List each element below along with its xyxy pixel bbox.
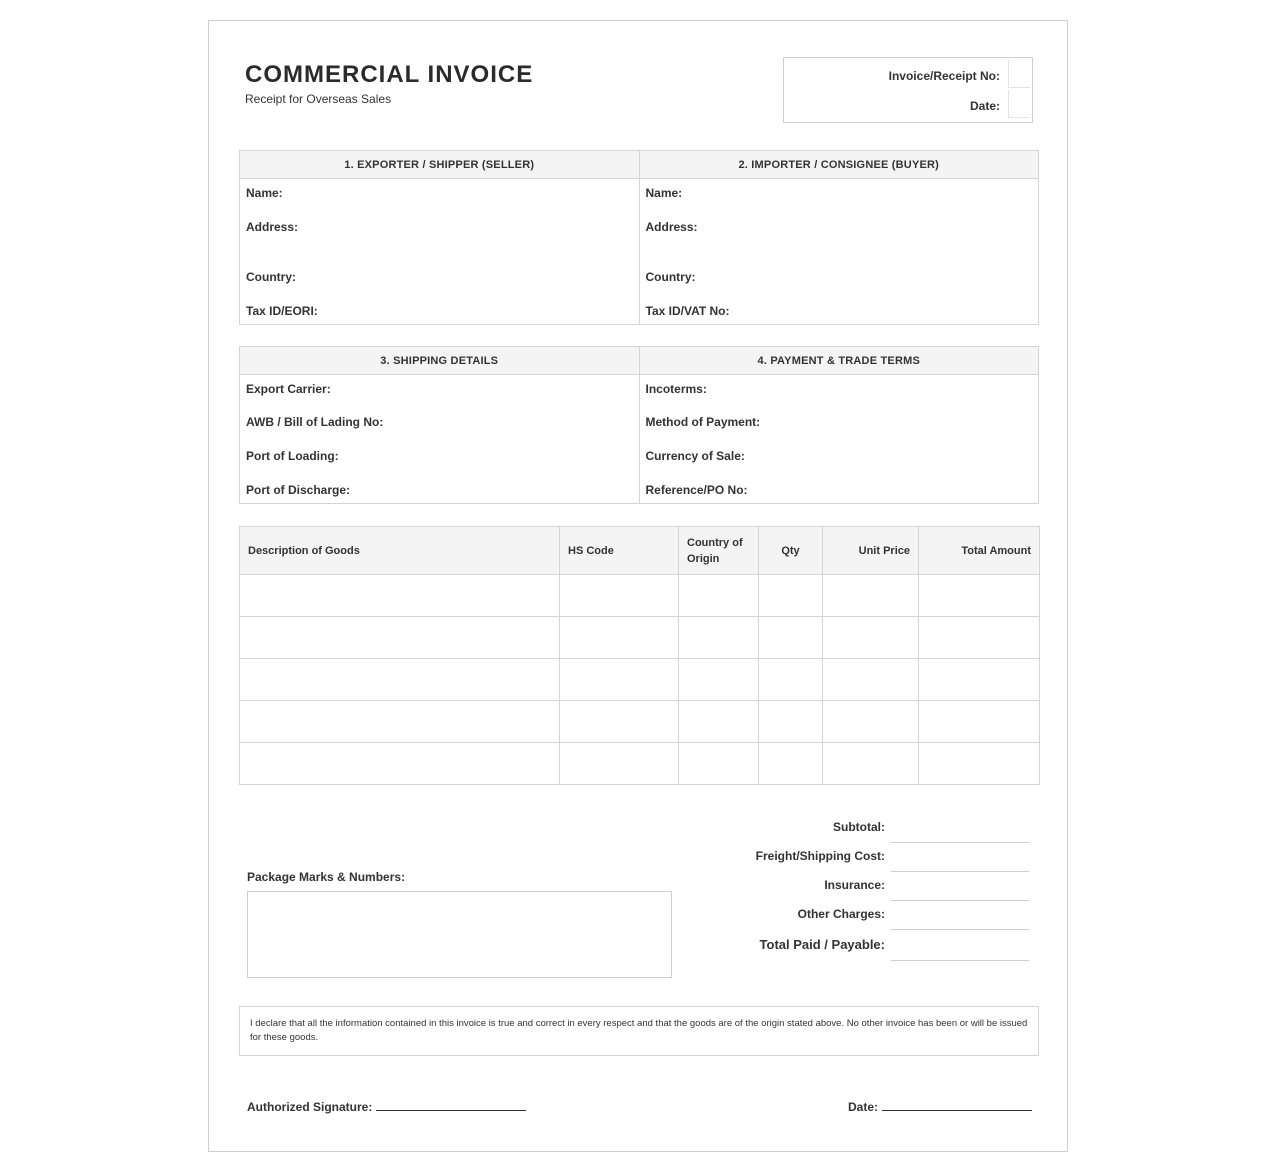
authorized-signature-label: Authorized Signature: — [247, 1100, 373, 1114]
export-carrier-field[interactable]: Export Carrier: — [246, 382, 331, 396]
importer-address-field[interactable]: Address: — [645, 220, 698, 234]
reference-field[interactable]: Reference/PO No: — [645, 483, 748, 497]
goods-cell[interactable] — [560, 659, 679, 701]
parties-table — [239, 150, 1039, 325]
goods-cell[interactable] — [919, 743, 1040, 785]
goods-cell[interactable] — [679, 575, 759, 617]
goods-cell[interactable] — [240, 659, 560, 701]
invoice-page — [208, 20, 1068, 1152]
invoice-date-label: Date: — [969, 99, 1000, 113]
freight-row — [729, 843, 1029, 872]
port-loading-field[interactable]: Port of Loading: — [246, 449, 339, 463]
goods-cell[interactable] — [560, 575, 679, 617]
port-discharge-field[interactable]: Port of Discharge: — [246, 483, 351, 497]
invoice-date-field[interactable] — [1008, 90, 1030, 118]
table-row — [240, 659, 1040, 701]
goods-cell[interactable] — [240, 617, 560, 659]
signature-date-line[interactable] — [882, 1099, 1032, 1111]
document-title: COMMERCIAL INVOICE — [245, 61, 534, 88]
goods-cell[interactable] — [919, 659, 1040, 701]
goods-cell[interactable] — [759, 617, 823, 659]
exporter-heading: 1. EXPORTER / SHIPPER (SELLER) — [240, 151, 640, 179]
total-payable-field[interactable] — [891, 960, 1029, 961]
signature-date-label: Date: — [848, 1100, 879, 1114]
goods-cell[interactable] — [823, 659, 919, 701]
package-marks-input[interactable] — [247, 891, 672, 978]
goods-cell[interactable] — [560, 617, 679, 659]
goods-cell[interactable] — [679, 617, 759, 659]
awb-field[interactable]: AWB / Bill of Lading No: — [246, 415, 384, 429]
total-payable-row — [729, 930, 1029, 959]
goods-cell[interactable] — [679, 743, 759, 785]
goods-cell[interactable] — [919, 575, 1040, 617]
col-qty: Qty — [759, 527, 823, 575]
goods-cell[interactable] — [823, 701, 919, 743]
goods-cell[interactable] — [240, 701, 560, 743]
insurance-label: Insurance: — [824, 878, 885, 892]
currency-field[interactable]: Currency of Sale: — [645, 449, 745, 463]
freight-label: Freight/Shipping Cost: — [755, 849, 885, 863]
goods-table — [239, 526, 1040, 785]
exporter-address-field[interactable]: Address: — [246, 220, 299, 234]
table-row — [240, 575, 1040, 617]
payment-heading: 4. PAYMENT & TRADE TERMS — [639, 347, 1039, 375]
col-hs-code: HS Code — [560, 527, 679, 575]
exporter-name-field[interactable]: Name: — [246, 186, 283, 200]
goods-cell[interactable] — [759, 743, 823, 785]
exporter-tax-field[interactable]: Tax ID/EORI: — [246, 304, 318, 318]
importer-heading: 2. IMPORTER / CONSIGNEE (BUYER) — [639, 151, 1039, 179]
signature-date-block — [848, 1099, 1032, 1114]
col-country-origin: Country of Origin — [679, 527, 759, 575]
goods-cell[interactable] — [679, 701, 759, 743]
goods-cell[interactable] — [823, 575, 919, 617]
importer-country-field[interactable]: Country: — [645, 270, 696, 284]
goods-cell[interactable] — [679, 659, 759, 701]
goods-cell[interactable] — [823, 743, 919, 785]
importer-name-field[interactable]: Name: — [645, 186, 683, 200]
importer-tax-field[interactable]: Tax ID/VAT No: — [645, 304, 730, 318]
col-unit-price: Unit Price — [823, 527, 919, 575]
declaration-text: I declare that all the information contained in this invoice is true and correct in every respect and that the goods are of the origin stated above. No other invoice has been or will be issued for these goods. — [239, 1006, 1039, 1056]
package-marks-label: Package Marks & Numbers: — [247, 870, 406, 884]
table-row — [240, 617, 1040, 659]
totals-block — [729, 814, 1029, 959]
goods-cell[interactable] — [560, 701, 679, 743]
authorized-signature-line[interactable] — [376, 1099, 526, 1111]
incoterms-field[interactable]: Incoterms: — [645, 382, 707, 396]
goods-header-row — [240, 527, 1040, 575]
col-total-amount: Total Amount — [919, 527, 1040, 575]
total-payable-label: Total Paid / Payable: — [759, 937, 885, 952]
invoice-meta-box — [783, 57, 1033, 123]
invoice-no-field[interactable] — [1008, 60, 1030, 88]
document-subtitle: Receipt for Overseas Sales — [245, 92, 392, 106]
goods-cell[interactable] — [759, 701, 823, 743]
subtotal-label: Subtotal: — [833, 820, 885, 834]
shipping-payment-table — [239, 346, 1039, 504]
goods-cell[interactable] — [759, 575, 823, 617]
payment-method-field[interactable]: Method of Payment: — [645, 415, 761, 429]
signature-block — [247, 1099, 526, 1114]
table-row — [240, 701, 1040, 743]
shipping-heading: 3. SHIPPING DETAILS — [240, 347, 640, 375]
exporter-country-field[interactable]: Country: — [246, 270, 296, 284]
goods-cell[interactable] — [823, 617, 919, 659]
goods-cell[interactable] — [240, 743, 560, 785]
other-charges-label: Other Charges: — [797, 907, 885, 921]
table-row — [240, 743, 1040, 785]
goods-cell[interactable] — [560, 743, 679, 785]
invoice-no-label: Invoice/Receipt No: — [888, 69, 1000, 83]
insurance-row — [729, 872, 1029, 901]
goods-cell[interactable] — [240, 575, 560, 617]
other-charges-row — [729, 901, 1029, 930]
goods-cell[interactable] — [919, 617, 1040, 659]
col-description: Description of Goods — [240, 527, 560, 575]
goods-cell[interactable] — [759, 659, 823, 701]
goods-cell[interactable] — [919, 701, 1040, 743]
subtotal-row — [729, 814, 1029, 843]
